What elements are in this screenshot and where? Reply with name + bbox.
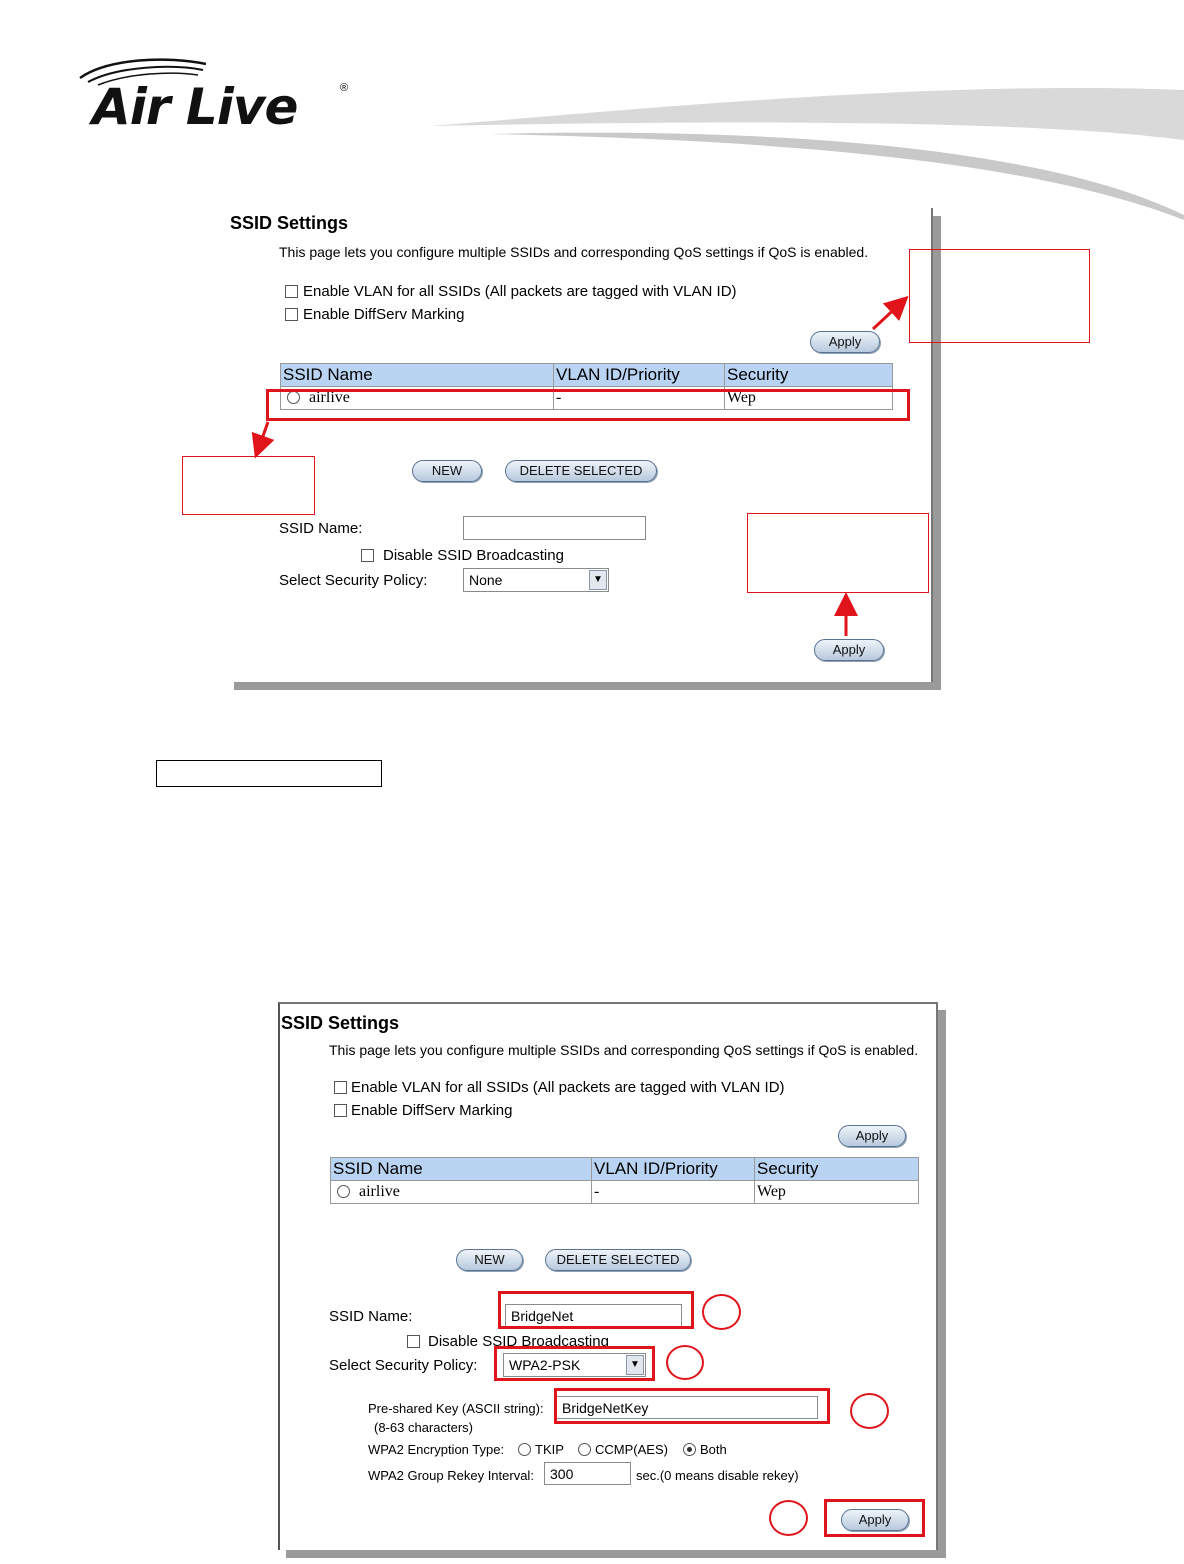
rekey-suffix: sec.(0 means disable rekey) bbox=[636, 1468, 799, 1483]
rekey-input[interactable]: 300 bbox=[544, 1462, 631, 1485]
ssid-name-label: SSID Name: bbox=[279, 520, 363, 537]
psk-input[interactable]: BridgeNetKey bbox=[556, 1396, 818, 1419]
arrow-to-row-callout bbox=[258, 422, 268, 450]
delete-selected-button[interactable]: DELETE SELECTED bbox=[505, 460, 657, 482]
enable-diffserv-label: Enable DiffServ Marking bbox=[303, 306, 465, 323]
enable-diffserv-checkbox-2[interactable] bbox=[334, 1104, 347, 1117]
rekey-label: WPA2 Group Rekey Interval: bbox=[368, 1468, 534, 1483]
enc-ccmp-label: CCMP(AES) bbox=[595, 1442, 668, 1457]
chevron-down-icon: ▼ bbox=[626, 1355, 644, 1375]
chevron-down-icon: ▼ bbox=[589, 570, 607, 590]
apply-top-button[interactable]: Apply bbox=[810, 331, 880, 353]
enc-tkip-radio[interactable] bbox=[518, 1443, 531, 1456]
vlan-cell-2: - bbox=[592, 1181, 755, 1204]
caption-box bbox=[156, 760, 382, 787]
registered-mark: ® bbox=[340, 82, 349, 94]
col-security-2: Security bbox=[755, 1158, 919, 1181]
apply-bottom-button-2[interactable]: Apply bbox=[841, 1509, 909, 1531]
annotation-ssid-name-highlight bbox=[498, 1291, 694, 1329]
vlan-cell: - bbox=[554, 387, 725, 410]
col-ssid-name-2: SSID Name bbox=[331, 1158, 592, 1181]
table-row[interactable] bbox=[331, 1181, 919, 1204]
enc-both-radio[interactable] bbox=[683, 1443, 696, 1456]
col-ssid-name: SSID Name bbox=[281, 364, 554, 387]
ssid-table-2 bbox=[330, 1157, 919, 1204]
psk-label: Pre-shared Key (ASCII string): bbox=[368, 1401, 544, 1416]
step-circle-3 bbox=[850, 1393, 889, 1429]
new-button-2[interactable]: NEW bbox=[456, 1249, 523, 1271]
col-security: Security bbox=[725, 364, 893, 387]
security-cell: Wep bbox=[725, 387, 893, 410]
psk-note: (8-63 characters) bbox=[374, 1420, 473, 1435]
enable-vlan-label-2: Enable VLAN for all SSIDs (All packets are tagged with VLAN ID) bbox=[351, 1079, 785, 1096]
page-title: SSID Settings bbox=[230, 213, 349, 233]
page-description-2: This page lets you configure multiple SSIDs and corresponding QoS settings if QoS is enabled. bbox=[329, 1042, 919, 1058]
enc-ccmp-radio[interactable] bbox=[578, 1443, 591, 1456]
logo-text: Air Live bbox=[92, 78, 298, 136]
col-vlan-2: VLAN ID/Priority bbox=[592, 1158, 755, 1181]
annotation-security-policy-highlight bbox=[494, 1346, 655, 1381]
ssid-name-input-2[interactable]: BridgeNet bbox=[505, 1304, 682, 1328]
security-policy-value: None bbox=[469, 572, 503, 588]
delete-selected-button-2[interactable]: DELETE SELECTED bbox=[545, 1249, 691, 1271]
security-policy-label-2: Select Security Policy: bbox=[329, 1357, 478, 1374]
ssid-name-cell-2: airlive bbox=[359, 1183, 400, 1200]
enc-both-label: Both bbox=[700, 1442, 727, 1457]
disable-broadcast-label-2: Disable SSID Broadcasting bbox=[428, 1333, 609, 1350]
apply-top-button-2[interactable]: Apply bbox=[838, 1125, 906, 1147]
annotation-psk-highlight bbox=[554, 1388, 830, 1424]
annotation-arrows bbox=[0, 0, 1184, 760]
step-circle-4 bbox=[769, 1500, 808, 1536]
annotation-apply-highlight bbox=[824, 1499, 925, 1537]
step-circle-1 bbox=[702, 1294, 741, 1330]
enable-vlan-checkbox-2[interactable] bbox=[334, 1081, 347, 1094]
step-circle-2 bbox=[666, 1345, 704, 1380]
security-policy-value-2: WPA2-PSK bbox=[509, 1357, 581, 1373]
security-policy-label: Select Security Policy: bbox=[279, 572, 428, 589]
disable-broadcast-label: Disable SSID Broadcasting bbox=[383, 547, 564, 564]
security-cell-2: Wep bbox=[755, 1181, 919, 1204]
ssid-select-radio-2[interactable] bbox=[337, 1185, 350, 1198]
ssid-name-label-2: SSID Name: bbox=[329, 1308, 413, 1325]
arrow-to-apply-callout bbox=[873, 302, 902, 329]
new-button[interactable]: NEW bbox=[412, 460, 482, 482]
ssid-name-cell: airlive bbox=[309, 389, 350, 406]
apply-bottom-button[interactable]: Apply bbox=[814, 639, 884, 661]
page-title-2: SSID Settings bbox=[281, 1013, 400, 1033]
disable-broadcast-checkbox-2[interactable] bbox=[407, 1335, 420, 1348]
enable-diffserv-label-2: Enable DiffServ Marking bbox=[351, 1102, 513, 1119]
enc-type-label: WPA2 Encryption Type: bbox=[368, 1442, 505, 1457]
col-vlan: VLAN ID/Priority bbox=[554, 364, 725, 387]
enable-vlan-label: Enable VLAN for all SSIDs (All packets are tagged with VLAN ID) bbox=[303, 283, 737, 300]
enc-tkip-label: TKIP bbox=[535, 1442, 564, 1457]
page-description: This page lets you configure multiple SSIDs and corresponding QoS settings if QoS is enabled. bbox=[279, 244, 869, 260]
